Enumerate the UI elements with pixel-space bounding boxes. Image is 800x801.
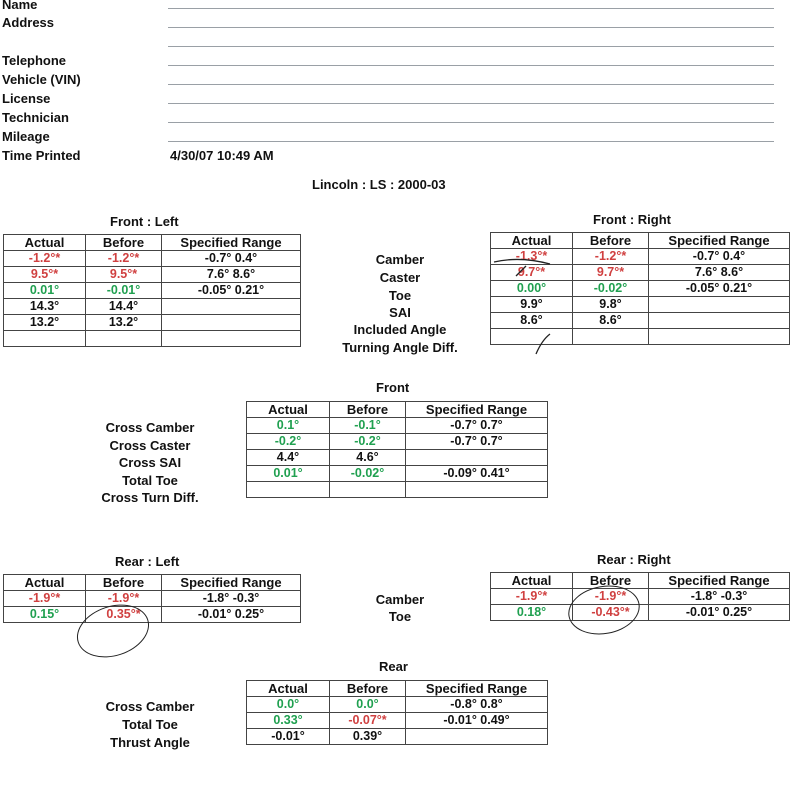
col-before: Before <box>330 402 406 418</box>
actual-cell: -0.01° <box>247 729 330 745</box>
col-spec: Specified Range <box>162 235 301 251</box>
field-label-license: License <box>2 91 51 106</box>
actual-cell: 8.6° <box>491 313 573 329</box>
before-cell <box>330 482 406 498</box>
field-line-address-2 <box>168 46 774 47</box>
before-cell: -0.02° <box>330 466 406 482</box>
table-row <box>247 466 548 482</box>
actual-cell: -1.9°* <box>491 589 573 605</box>
spec-cell <box>162 315 301 331</box>
before-cell: -1.9°* <box>86 591 162 607</box>
actual-cell: 4.4° <box>247 450 330 466</box>
table-row <box>247 729 548 745</box>
rear-cross-table <box>246 680 548 745</box>
spec-cell: -1.8° -0.3° <box>162 591 301 607</box>
before-cell: 9.8° <box>573 297 649 313</box>
before-cell <box>86 331 162 347</box>
table-row <box>247 697 548 713</box>
spec-cell <box>406 729 548 745</box>
row-label-turning-angle-diff: Turning Angle Diff. <box>342 340 458 355</box>
col-actual: Actual <box>491 573 573 589</box>
actual-cell: 14.3° <box>4 299 86 315</box>
actual-cell: 0.01° <box>4 283 86 299</box>
spec-cell: 7.6° 8.6° <box>649 265 790 281</box>
spec-cell: -0.01° 0.25° <box>649 605 790 621</box>
table-row <box>4 331 301 347</box>
row-label-rear-total-toe: Total Toe <box>122 717 178 732</box>
spec-cell <box>162 331 301 347</box>
field-label-technician: Technician <box>2 110 69 125</box>
spec-cell <box>162 299 301 315</box>
field-label-address: Address <box>2 15 55 30</box>
row-label-sai: SAI <box>389 305 411 320</box>
pen-stroke <box>516 266 526 276</box>
actual-cell: 0.01° <box>247 466 330 482</box>
spec-cell: -0.7° 0.7° <box>406 434 548 450</box>
spec-cell: -0.05° 0.21° <box>162 283 301 299</box>
actual-cell: 0.00° <box>491 281 573 297</box>
spec-cell: -0.8° 0.8° <box>406 697 548 713</box>
table-row <box>247 434 548 450</box>
table-row <box>247 482 548 498</box>
table-row <box>4 591 301 607</box>
before-cell: -0.07°* <box>330 713 406 729</box>
handwritten-pen-marks <box>490 250 570 360</box>
spec-cell: -0.09° 0.41° <box>406 466 548 482</box>
before-cell: -1.2°* <box>573 249 649 265</box>
row-label-cross-caster: Cross Caster <box>109 438 191 453</box>
rear-left-table <box>3 574 301 623</box>
col-spec: Specified Range <box>649 573 790 589</box>
field-label-time-printed: Time Printed <box>2 148 81 163</box>
field-line-technician <box>168 122 774 123</box>
before-cell: 8.6° <box>573 313 649 329</box>
before-cell: 0.39° <box>330 729 406 745</box>
table-row <box>491 589 790 605</box>
field-label-vin: Vehicle (VIN) <box>2 72 81 87</box>
field-line-vin <box>168 84 774 85</box>
field-line-name <box>168 8 774 9</box>
table-row <box>491 605 790 621</box>
actual-cell: 0.0° <box>247 697 330 713</box>
field-label-mileage: Mileage <box>2 129 50 144</box>
table-row <box>4 299 301 315</box>
table-row <box>4 315 301 331</box>
spec-cell: -0.7° 0.4° <box>162 251 301 267</box>
before-cell: -1.2°* <box>86 251 162 267</box>
row-label-cross-camber: Cross Camber <box>105 420 195 435</box>
actual-cell: 0.18° <box>491 605 573 621</box>
actual-cell: 0.15° <box>4 607 86 623</box>
spec-cell <box>649 313 790 329</box>
before-cell: 9.5°* <box>86 267 162 283</box>
front-left-table <box>3 234 301 347</box>
spec-cell <box>406 482 548 498</box>
col-before: Before <box>573 233 649 249</box>
field-label-telephone: Telephone <box>2 53 67 68</box>
spec-cell: -0.01° 0.49° <box>406 713 548 729</box>
col-actual: Actual <box>247 681 330 697</box>
row-label-cross-turn-diff: Cross Turn Diff. <box>101 490 199 505</box>
spec-cell <box>649 297 790 313</box>
col-spec: Specified Range <box>649 233 790 249</box>
row-label-cross-sai: Cross SAI <box>118 455 182 470</box>
front-left-title: Front : Left <box>110 214 179 229</box>
row-label-toe: Toe <box>388 288 412 303</box>
actual-cell: 9.7°* <box>491 265 573 281</box>
rear-right-title: Rear : Right <box>597 552 671 567</box>
actual-cell: 0.33° <box>247 713 330 729</box>
actual-cell: -1.3°* <box>491 249 573 265</box>
actual-cell: -1.2°* <box>4 251 86 267</box>
rear-cross-title: Rear <box>379 659 408 674</box>
pen-stroke <box>494 259 550 264</box>
before-cell: -0.1° <box>330 418 406 434</box>
row-label-caster: Caster <box>379 270 421 285</box>
actual-cell: 13.2° <box>4 315 86 331</box>
row-label-included-angle: Included Angle <box>353 322 447 337</box>
spec-cell <box>649 329 790 345</box>
row-label-total-toe: Total Toe <box>122 473 178 488</box>
table-row <box>247 713 548 729</box>
col-actual: Actual <box>247 402 330 418</box>
pen-stroke <box>536 334 550 354</box>
col-before: Before <box>330 681 406 697</box>
spec-cell: -0.7° 0.4° <box>649 249 790 265</box>
vehicle-title: Lincoln : LS : 2000-03 <box>312 177 446 192</box>
field-line-license <box>168 103 774 104</box>
before-cell: 13.2° <box>86 315 162 331</box>
front-right-title: Front : Right <box>593 212 671 227</box>
table-row <box>4 607 301 623</box>
col-actual: Actual <box>491 233 573 249</box>
before-cell: -0.2° <box>330 434 406 450</box>
spec-cell: 7.6° 8.6° <box>162 267 301 283</box>
col-before: Before <box>86 235 162 251</box>
col-before: Before <box>86 575 162 591</box>
row-label-rear-camber: Camber <box>375 592 425 607</box>
row-label-thrust-angle: Thrust Angle <box>110 735 190 750</box>
actual-cell: -0.2° <box>247 434 330 450</box>
row-label-rear-cross-camber: Cross Camber <box>105 699 195 714</box>
before-cell: -1.9°* <box>573 589 649 605</box>
before-cell: 9.7°* <box>573 265 649 281</box>
actual-cell <box>4 331 86 347</box>
spec-cell: -1.8° -0.3° <box>649 589 790 605</box>
actual-cell <box>247 482 330 498</box>
spec-cell <box>406 450 548 466</box>
before-cell <box>573 329 649 345</box>
col-actual: Actual <box>4 575 86 591</box>
row-label-camber: Camber <box>375 252 425 267</box>
table-row <box>4 267 301 283</box>
spec-cell: -0.7° 0.7° <box>406 418 548 434</box>
before-cell: -0.02° <box>573 281 649 297</box>
before-cell: -0.01° <box>86 283 162 299</box>
actual-cell: -1.9°* <box>4 591 86 607</box>
col-spec: Specified Range <box>162 575 301 591</box>
before-cell: 4.6° <box>330 450 406 466</box>
before-cell: -0.43°* <box>573 605 649 621</box>
spec-cell: -0.01° 0.25° <box>162 607 301 623</box>
col-spec: Specified Range <box>406 681 548 697</box>
rear-left-title: Rear : Left <box>115 554 180 569</box>
field-line-telephone <box>168 65 774 66</box>
time-printed-value: 4/30/07 10:49 AM <box>170 148 274 163</box>
before-cell: 14.4° <box>86 299 162 315</box>
field-line-mileage <box>168 141 774 142</box>
rear-right-table <box>490 572 790 621</box>
before-cell: 0.0° <box>330 697 406 713</box>
col-actual: Actual <box>4 235 86 251</box>
actual-cell: 9.9° <box>491 297 573 313</box>
table-row <box>247 450 548 466</box>
col-spec: Specified Range <box>406 402 548 418</box>
row-label-rear-toe: Toe <box>388 609 412 624</box>
spec-cell: -0.05° 0.21° <box>649 281 790 297</box>
table-row <box>4 251 301 267</box>
before-cell: 0.35°* <box>86 607 162 623</box>
col-before: Before <box>573 573 649 589</box>
table-row <box>247 418 548 434</box>
actual-cell: 9.5°* <box>4 267 86 283</box>
field-line-address <box>168 27 774 28</box>
front-cross-table <box>246 401 548 498</box>
actual-cell: 0.1° <box>247 418 330 434</box>
front-cross-title: Front <box>376 380 410 395</box>
field-label-name: Name <box>2 0 38 12</box>
table-row <box>4 283 301 299</box>
